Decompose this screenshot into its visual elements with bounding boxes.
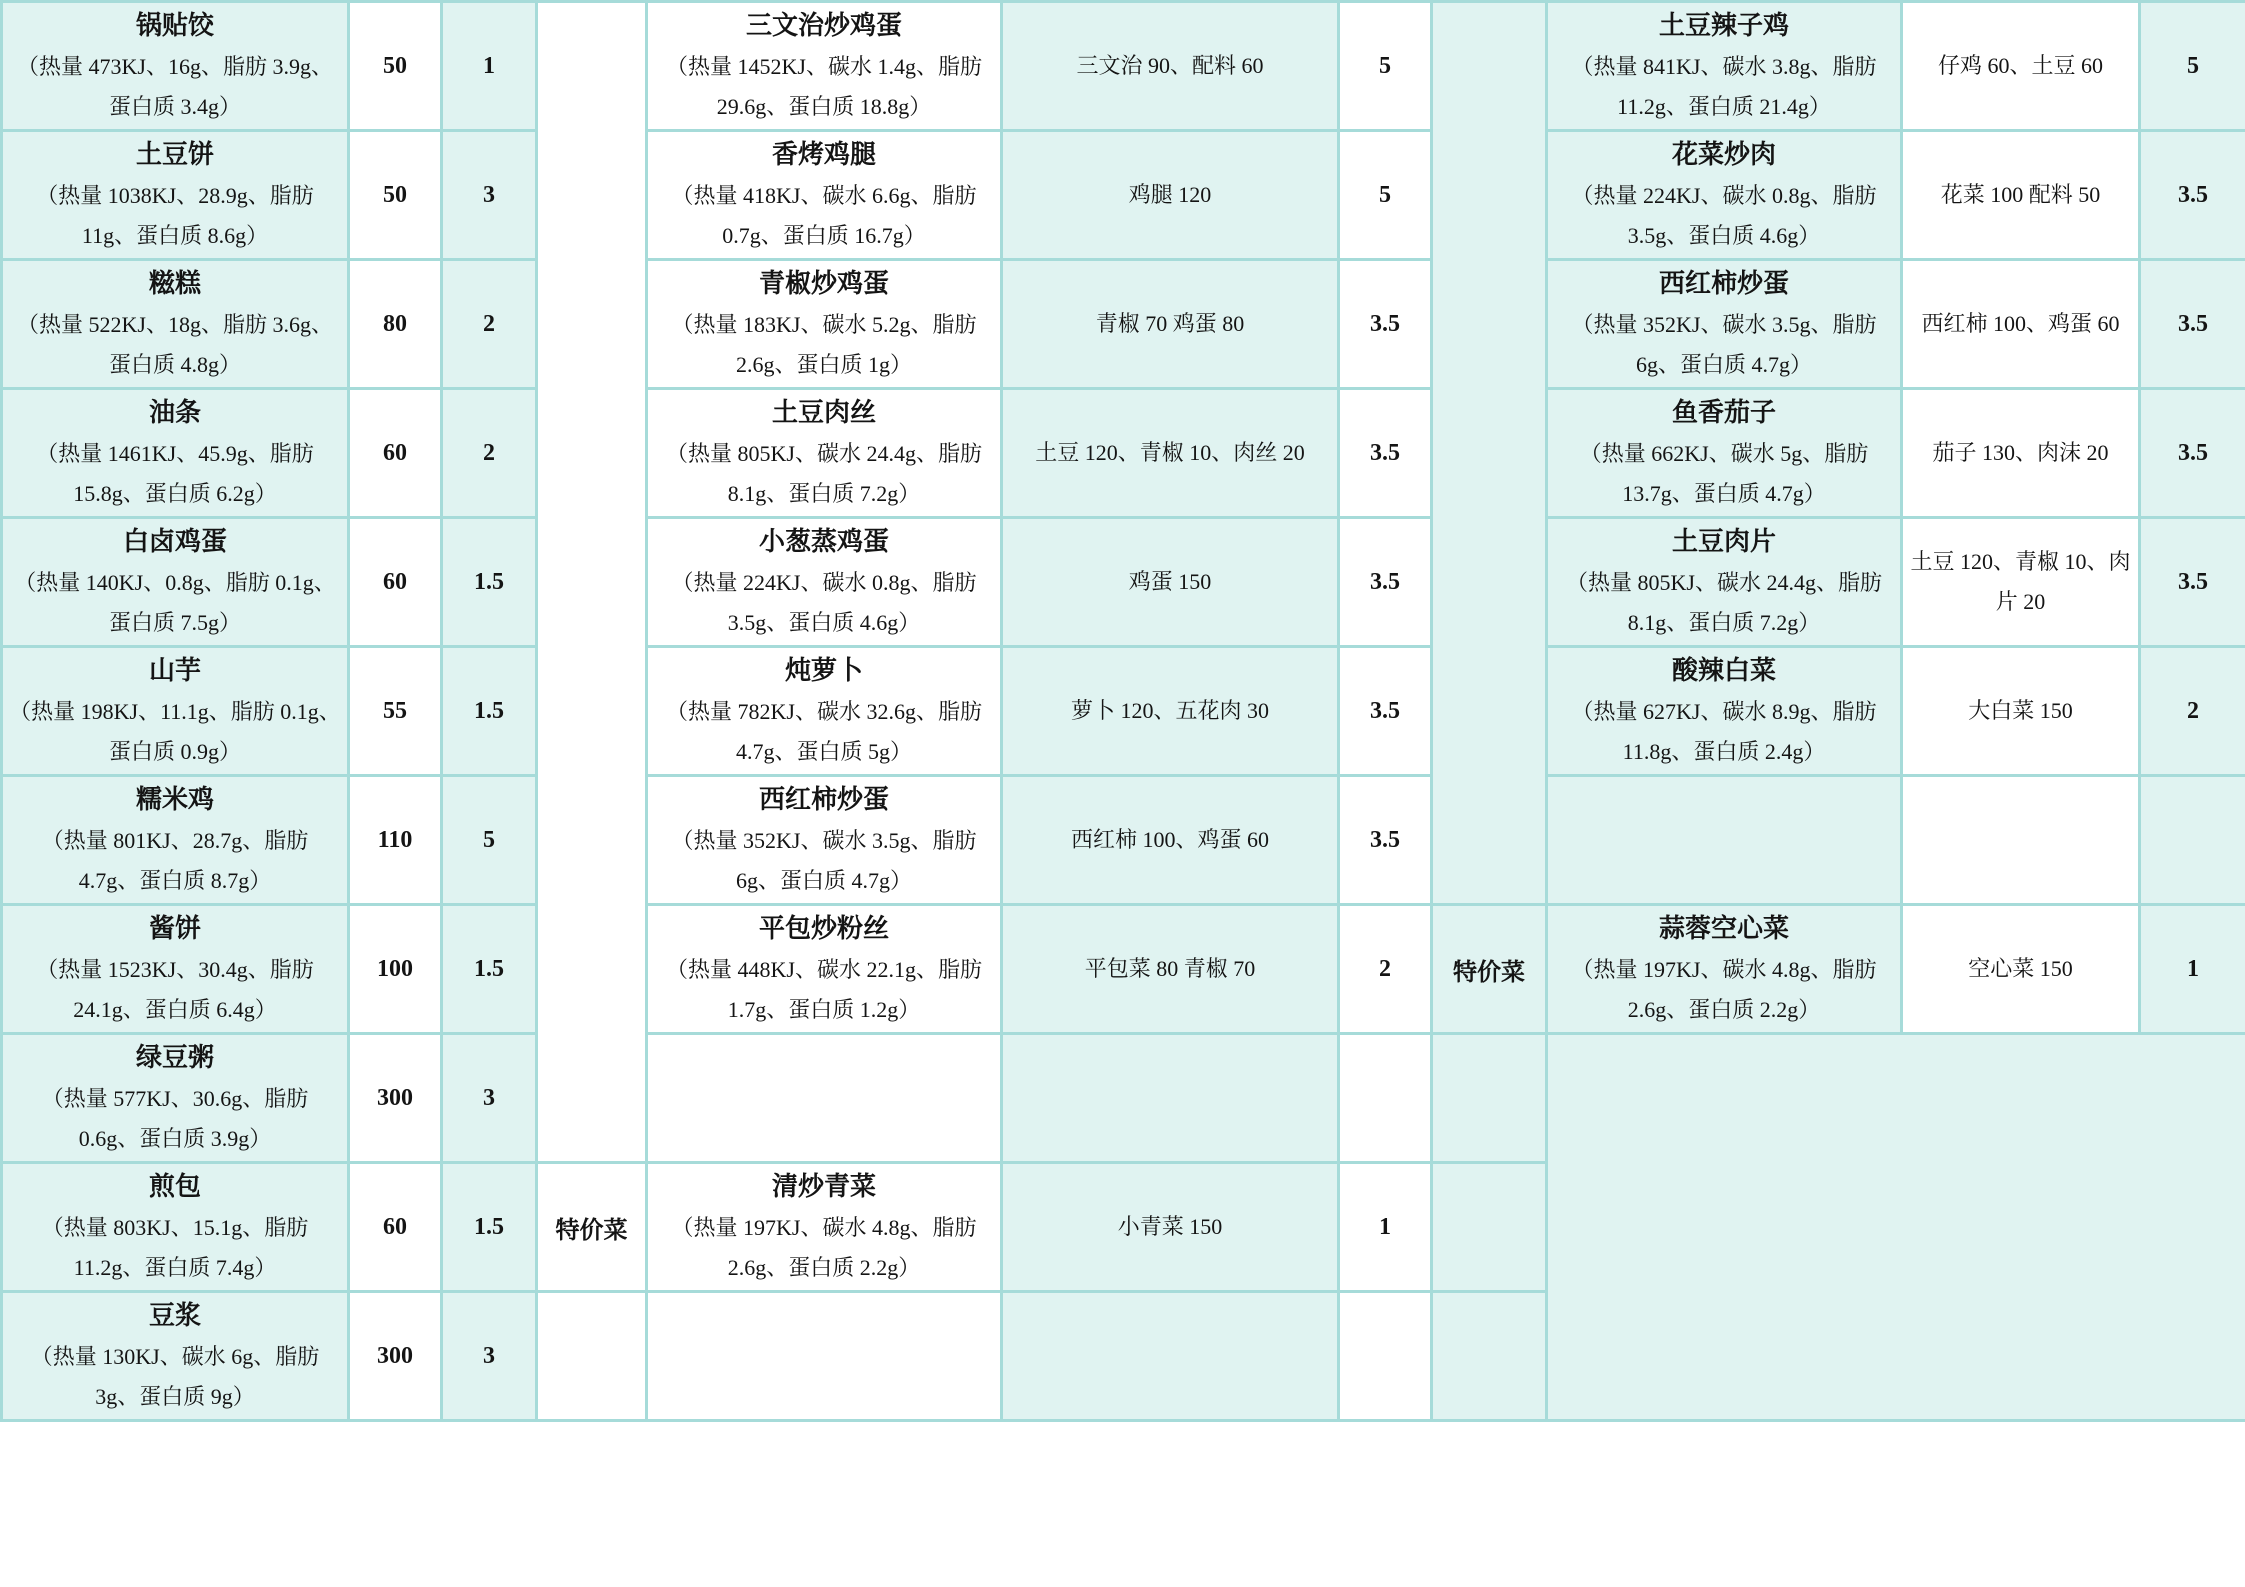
dish-nutrition: （热量 473KJ、16g、脂肪 3.9g、蛋白质 3.4g） — [17, 54, 333, 119]
table-row — [2, 2, 2245, 131]
ingredients-cell: 空心菜 150 — [1902, 905, 2140, 1034]
price-cell: 3.5 — [2140, 131, 2245, 260]
price-cell: 3 — [442, 131, 537, 260]
dish-nutrition: （热量 1452KJ、碳水 1.4g、脂肪 29.6g、蛋白质 18.8g） — [666, 54, 982, 119]
merged-empty-cell — [1547, 1034, 2245, 1421]
weight-cell: 110 — [349, 776, 442, 905]
dish-name: 土豆肉片 — [1671, 527, 1776, 556]
dish-cell — [2, 647, 349, 776]
price-cell: 3.5 — [2140, 389, 2245, 518]
dish-nutrition: （热量 522KJ、18g、脂肪 3.6g、蛋白质 4.8g） — [17, 312, 333, 377]
dish-name: 土豆辣子鸡 — [1658, 11, 1789, 40]
dish-name: 土豆饼 — [135, 140, 214, 169]
empty-cell — [1432, 1034, 1547, 1163]
dish-nutrition: （热量 224KJ、碳水 0.8g、脂肪 3.5g、蛋白质 4.6g） — [1571, 183, 1877, 248]
price-cell: 5 — [2140, 2, 2245, 131]
dish-nutrition: （热量 198KJ、11.1g、脂肪 0.1g、蛋白质 0.9g） — [9, 699, 341, 764]
dish-nutrition: （热量 197KJ、碳水 4.8g、脂肪 2.6g、蛋白质 2.2g） — [1571, 957, 1877, 1022]
dish-nutrition: （热量 662KJ、碳水 5g、脂肪 13.7g、蛋白质 4.7g） — [1579, 441, 1869, 506]
ingredients-cell: 三文治 90、配料 60 — [1002, 2, 1339, 131]
dish-name: 酱饼 — [148, 914, 201, 943]
ingredients-cell: 大白菜 150 — [1902, 647, 2140, 776]
dish-cell — [647, 647, 1002, 776]
price-cell: 3.5 — [2140, 260, 2245, 389]
dish-cell — [2, 2, 349, 131]
dish-nutrition: （热量 197KJ、碳水 4.8g、脂肪 2.6g、蛋白质 2.2g） — [671, 1215, 977, 1280]
dish-nutrition: （热量 782KJ、碳水 32.6g、脂肪 4.7g、蛋白质 5g） — [666, 699, 982, 764]
special-category-label: 特价菜 — [537, 1163, 647, 1292]
dish-cell — [2, 1034, 349, 1163]
table-row — [2, 518, 2245, 647]
ingredients-cell: 鸡蛋 150 — [1002, 518, 1339, 647]
table-row — [2, 776, 2245, 905]
empty-cell — [1432, 1292, 1547, 1421]
price-cell: 1.5 — [442, 1163, 537, 1292]
dish-nutrition: （热量 1523KJ、30.4g、脂肪 24.1g、蛋白质 6.4g） — [36, 957, 314, 1022]
dish-cell — [1547, 518, 1902, 647]
ingredients-cell: 土豆 120、青椒 10、肉丝 20 — [1002, 389, 1339, 518]
dish-name: 小葱蒸鸡蛋 — [758, 527, 889, 556]
price-cell: 5 — [1339, 2, 1432, 131]
dish-cell — [2, 260, 349, 389]
empty-cell — [1547, 776, 1902, 905]
dish-nutrition: （热量 805KJ、碳水 24.4g、脂肪 8.1g、蛋白质 7.2g） — [1566, 570, 1882, 635]
ingredients-cell: 花菜 100 配料 50 — [1902, 131, 2140, 260]
dish-cell — [2, 131, 349, 260]
dish-name: 糍糕 — [148, 269, 201, 298]
dish-name: 酸辣白菜 — [1671, 656, 1776, 685]
dish-cell — [647, 1163, 1002, 1292]
dish-name: 三文治炒鸡蛋 — [745, 11, 902, 40]
dish-name: 炖萝卜 — [784, 656, 863, 685]
dish-cell — [647, 131, 1002, 260]
dish-cell — [2, 518, 349, 647]
ingredients-cell: 青椒 70 鸡蛋 80 — [1002, 260, 1339, 389]
ingredients-cell: 小青菜 150 — [1002, 1163, 1339, 1292]
price-cell: 1.5 — [442, 647, 537, 776]
middle-category-spacer-cell — [537, 2, 647, 1163]
dish-cell — [647, 260, 1002, 389]
dish-name: 花菜炒肉 — [1671, 140, 1776, 169]
dish-cell — [2, 776, 349, 905]
empty-cell — [537, 1292, 647, 1421]
dish-cell — [647, 518, 1002, 647]
dish-nutrition: （热量 352KJ、碳水 3.5g、脂肪 6g、蛋白质 4.7g） — [671, 828, 977, 893]
dish-nutrition: （热量 803KJ、15.1g、脂肪 11.2g、蛋白质 7.4g） — [41, 1215, 309, 1280]
weight-cell: 80 — [349, 260, 442, 389]
weight-cell: 60 — [349, 1163, 442, 1292]
ingredients-cell: 西红柿 100、鸡蛋 60 — [1902, 260, 2140, 389]
dish-nutrition: （热量 418KJ、碳水 6.6g、脂肪 0.7g、蛋白质 16.7g） — [671, 183, 977, 248]
dish-cell — [2, 1163, 349, 1292]
dish-name: 清炒青菜 — [771, 1172, 876, 1201]
weight-cell: 300 — [349, 1292, 442, 1421]
dish-name: 蒜蓉空心菜 — [1658, 914, 1789, 943]
dish-name: 绿豆粥 — [135, 1043, 214, 1072]
dish-nutrition: （热量 140KJ、0.8g、脂肪 0.1g、蛋白质 7.5g） — [14, 570, 336, 635]
dish-nutrition: （热量 1038KJ、28.9g、脂肪 11g、蛋白质 8.6g） — [36, 183, 314, 248]
price-cell: 2 — [442, 260, 537, 389]
price-cell: 3.5 — [2140, 518, 2245, 647]
weight-cell: 50 — [349, 2, 442, 131]
empty-cell — [1002, 1292, 1339, 1421]
price-cell: 2 — [442, 389, 537, 518]
dish-name: 糯米鸡 — [135, 785, 214, 814]
empty-cell — [1002, 1034, 1339, 1163]
dish-cell — [1547, 389, 1902, 518]
empty-cell — [647, 1034, 1002, 1163]
dish-nutrition: （热量 130KJ、碳水 6g、脂肪 3g、蛋白质 9g） — [30, 1344, 320, 1409]
price-cell: 5 — [1339, 131, 1432, 260]
price-cell: 3.5 — [1339, 776, 1432, 905]
dish-name: 西红柿炒蛋 — [1658, 269, 1789, 298]
price-cell: 3.5 — [1339, 647, 1432, 776]
dish-nutrition: （热量 805KJ、碳水 24.4g、脂肪 8.1g、蛋白质 7.2g） — [666, 441, 982, 506]
price-cell: 3.5 — [1339, 389, 1432, 518]
dish-cell — [1547, 647, 1902, 776]
weight-cell: 60 — [349, 389, 442, 518]
dish-name: 平包炒粉丝 — [758, 914, 889, 943]
price-cell: 1.5 — [442, 518, 537, 647]
dish-name: 煎包 — [148, 1172, 201, 1201]
table-row — [2, 260, 2245, 389]
price-cell: 1 — [2140, 905, 2245, 1034]
table-row — [2, 1034, 2245, 1163]
dish-name: 香烤鸡腿 — [771, 140, 876, 169]
empty-cell — [1339, 1034, 1432, 1163]
table-row — [2, 647, 2245, 776]
weight-cell: 50 — [349, 131, 442, 260]
table-row — [2, 905, 2245, 1034]
dish-nutrition: （热量 448KJ、碳水 22.1g、脂肪 1.7g、蛋白质 1.2g） — [666, 957, 982, 1022]
dish-cell — [647, 389, 1002, 518]
dish-name: 豆浆 — [148, 1301, 201, 1330]
empty-cell — [2140, 776, 2245, 905]
dish-cell — [647, 776, 1002, 905]
price-cell: 2 — [2140, 647, 2245, 776]
dish-cell — [2, 389, 349, 518]
price-cell: 3.5 — [1339, 260, 1432, 389]
dish-name: 青椒炒鸡蛋 — [758, 269, 889, 298]
ingredients-cell: 萝卜 120、五花肉 30 — [1002, 647, 1339, 776]
price-cell: 3 — [442, 1292, 537, 1421]
ingredients-cell: 西红柿 100、鸡蛋 60 — [1002, 776, 1339, 905]
dish-cell — [2, 1292, 349, 1421]
price-cell: 2 — [1339, 905, 1432, 1034]
ingredients-cell: 仔鸡 60、土豆 60 — [1902, 2, 2140, 131]
price-cell: 3.5 — [1339, 518, 1432, 647]
dish-name: 油条 — [148, 398, 201, 427]
weight-cell: 300 — [349, 1034, 442, 1163]
dish-cell — [647, 2, 1002, 131]
empty-cell — [1339, 1292, 1432, 1421]
price-cell: 1.5 — [442, 905, 537, 1034]
dish-nutrition: （热量 801KJ、28.7g、脂肪 4.7g、蛋白质 8.7g） — [41, 828, 309, 893]
table-row — [2, 131, 2245, 260]
empty-cell — [1902, 776, 2140, 905]
dish-name: 鱼香茄子 — [1671, 398, 1776, 427]
table-row — [2, 389, 2245, 518]
dish-nutrition: （热量 841KJ、碳水 3.8g、脂肪 11.2g、蛋白质 21.4g） — [1571, 54, 1877, 119]
price-cell: 1 — [442, 2, 537, 131]
ingredients-cell: 鸡腿 120 — [1002, 131, 1339, 260]
special-category-label: 特价菜 — [1432, 905, 1547, 1034]
weight-cell: 100 — [349, 905, 442, 1034]
empty-cell — [647, 1292, 1002, 1421]
dish-nutrition: （热量 224KJ、碳水 0.8g、脂肪 3.5g、蛋白质 4.6g） — [671, 570, 977, 635]
dish-nutrition: （热量 577KJ、30.6g、脂肪 0.6g、蛋白质 3.9g） — [41, 1086, 309, 1151]
dish-name: 土豆肉丝 — [771, 398, 876, 427]
dish-name: 锅贴饺 — [135, 11, 214, 40]
price-cell: 3 — [442, 1034, 537, 1163]
ingredients-cell: 平包菜 80 青椒 70 — [1002, 905, 1339, 1034]
right-category-spacer-cell — [1432, 2, 1547, 905]
dish-name: 山芋 — [148, 656, 201, 685]
dish-cell — [1547, 905, 1902, 1034]
dish-nutrition: （热量 183KJ、碳水 5.2g、脂肪 2.6g、蛋白质 1g） — [671, 312, 977, 377]
ingredients-cell: 土豆 120、青椒 10、肉片 20 — [1902, 518, 2140, 647]
dish-cell — [1547, 131, 1902, 260]
weight-cell: 55 — [349, 647, 442, 776]
dish-cell — [647, 905, 1002, 1034]
dish-cell — [2, 905, 349, 1034]
dish-cell — [1547, 260, 1902, 389]
empty-cell — [1432, 1163, 1547, 1292]
price-cell: 1 — [1339, 1163, 1432, 1292]
ingredients-cell: 茄子 130、肉沫 20 — [1902, 389, 2140, 518]
dish-cell — [1547, 2, 1902, 131]
weight-cell: 60 — [349, 518, 442, 647]
dish-name: 白卤鸡蛋 — [122, 527, 227, 556]
dish-nutrition: （热量 1461KJ、45.9g、脂肪 15.8g、蛋白质 6.2g） — [36, 441, 314, 506]
dish-nutrition: （热量 627KJ、碳水 8.9g、脂肪 11.8g、蛋白质 2.4g） — [1571, 699, 1877, 764]
dish-nutrition: （热量 352KJ、碳水 3.5g、脂肪 6g、蛋白质 4.7g） — [1571, 312, 1877, 377]
price-cell: 5 — [442, 776, 537, 905]
dish-name: 西红柿炒蛋 — [758, 785, 889, 814]
